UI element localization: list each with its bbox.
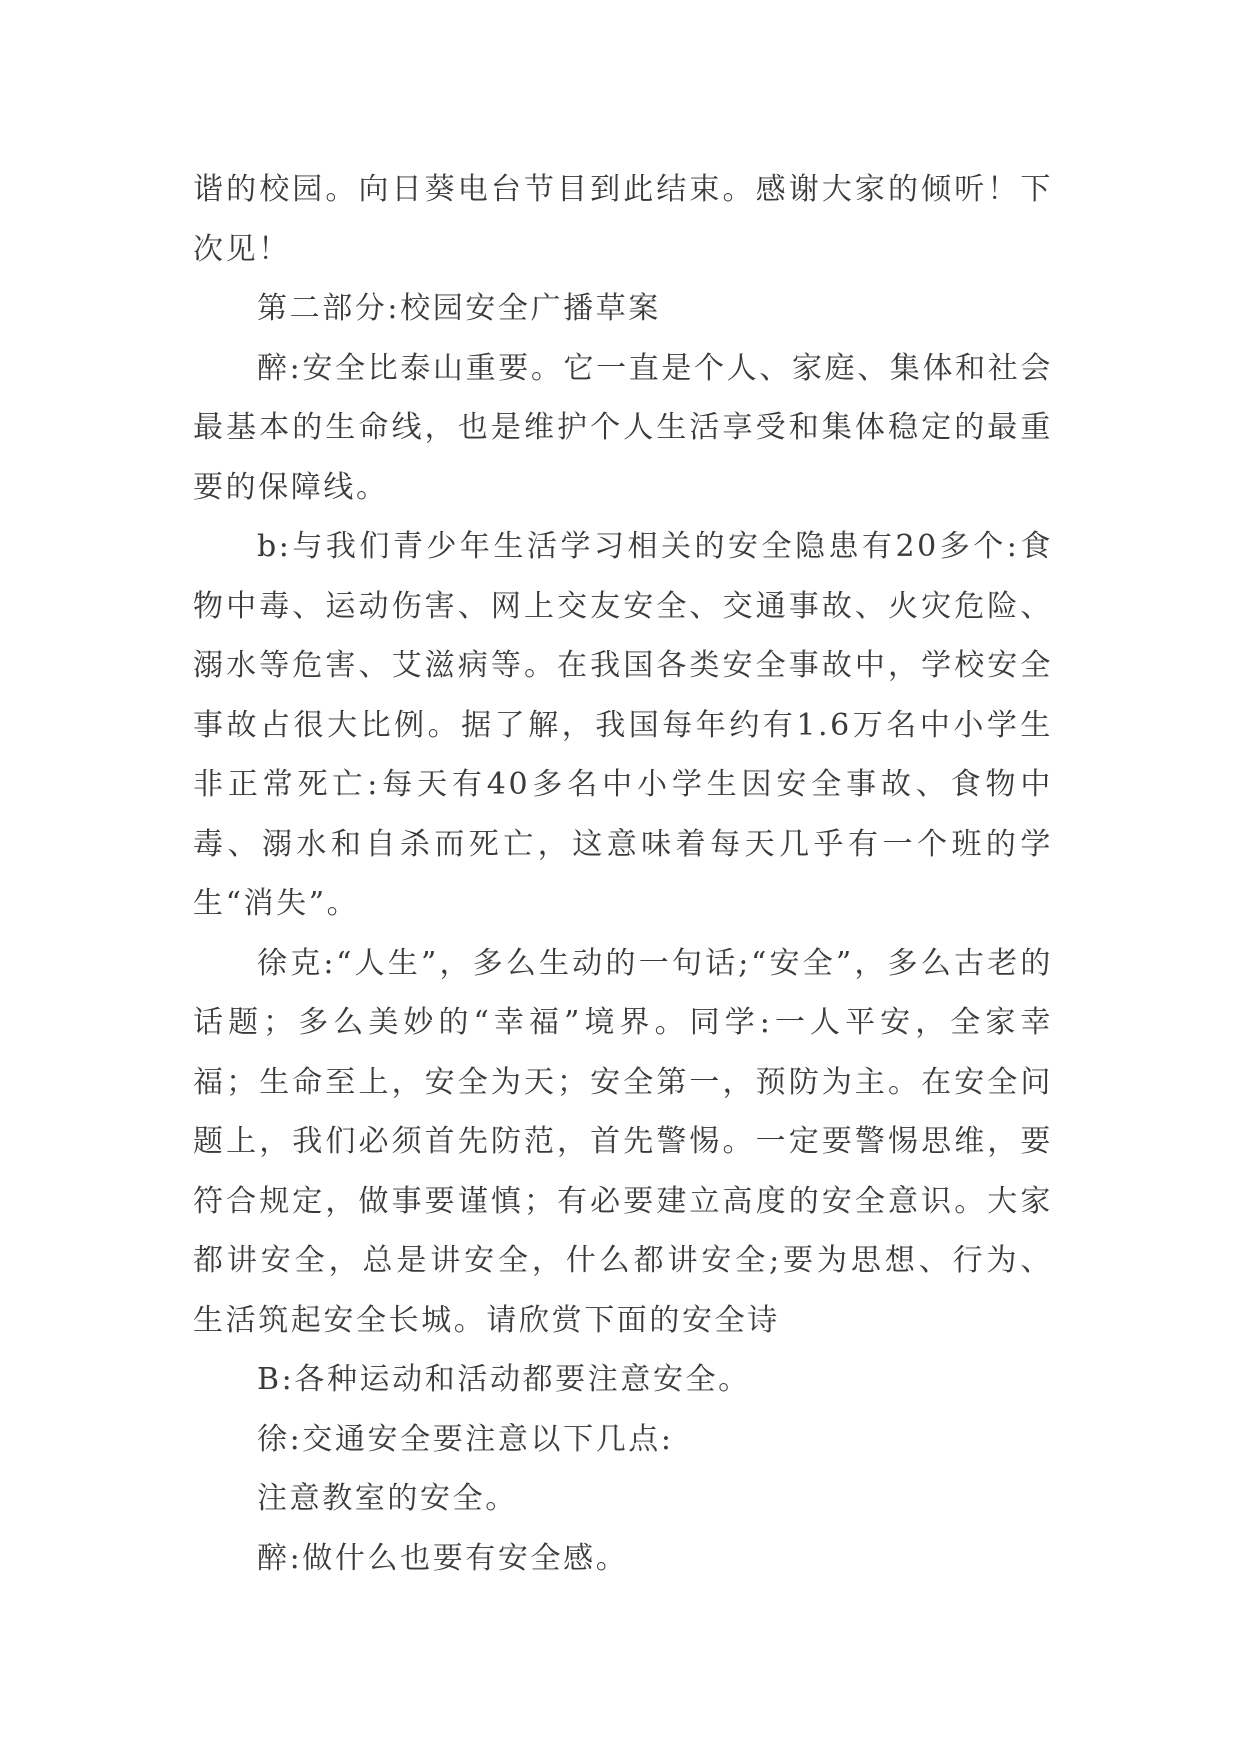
paragraph-speaker-xu: 徐:交通安全要注意以下几点: — [257, 1421, 674, 1457]
paragraph-speaker-zui-1: 醉:安全比泰山重要。它一直是个人、家庭、集体和社会最基本的生命线，也是维护个人生活享受和集体稳定的最重要的保障线。 — [193, 350, 1053, 505]
paragraph-speaker-b-2: B:各种运动和活动都要注意安全。 — [257, 1362, 751, 1397]
section-heading: 第二部分:校园安全广播草案 — [257, 291, 661, 326]
paragraph-speaker-zui-2: 醉:做什么也要有安全感。 — [257, 1540, 629, 1576]
paragraph-classroom-safety: 注意教室的安全。 — [257, 1481, 518, 1516]
document-body — [193, 160, 1053, 1588]
paragraph-speaker-b-1: b:与我们青少年生活学习相关的安全隐患有20多个:食物中毒、运动伤害、网上交友安全、交通事故、火灾危险、溺水等危害、艾滋病等。在我国各类安全事故中，学校安全事故占很大比例。据了解，我国每年约有1.6万名中小学生非正常死亡:每天有40多名中小学生因安全事故、食物中毒、溺水和自杀而死亡，这意味着每天几乎有一个班的学生“消失”。 — [193, 529, 1053, 921]
paragraph-speaker-xuke: 徐克:“人生”，多么生动的一句话;“安全”，多么古老的话题；多么美妙的“幸福”境界。同学:一人平安，全家幸福；生命至上，安全为天；安全第一，预防为主。在安全问题上，我们必须首先防范，首先警惕。一定要警惕思维，要符合规定，做事要谨慎；有必要建立高度的安全意识。大家都讲安全，总是讲安全，什么都讲安全;要为思想、行为、生活筑起安全长城。请欣赏下面的安全诗 — [193, 945, 1053, 1338]
paragraph-closing-line: 谐的校园。向日葵电台节目到此结束。感谢大家的倾听！下次见！ — [193, 172, 1053, 267]
